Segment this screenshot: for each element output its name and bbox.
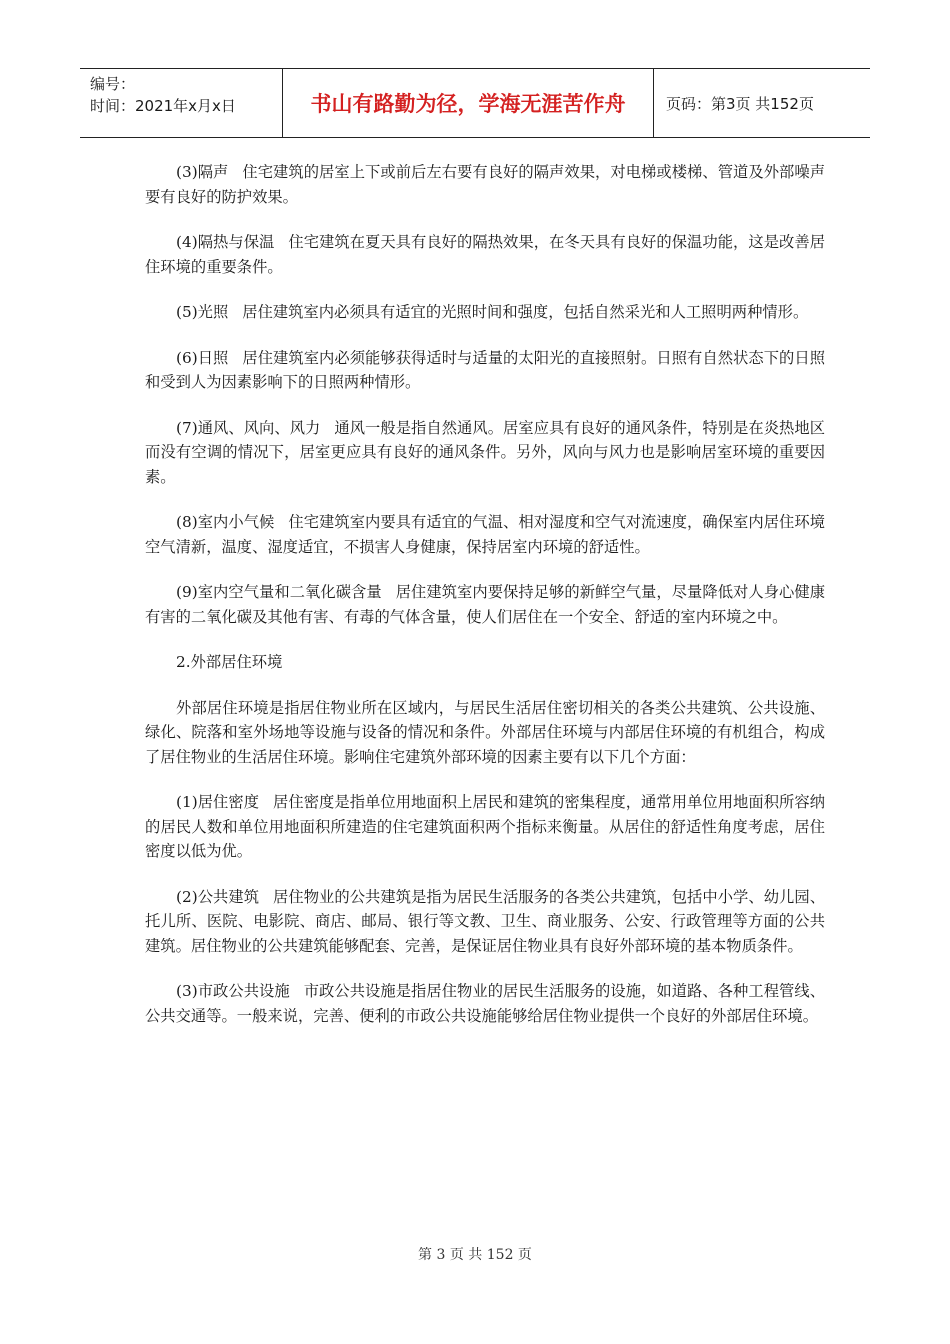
paragraph-term: (1)居住密度: [176, 793, 260, 811]
header-motto: 书山有路勤为径，学海无涯苦作舟: [283, 69, 654, 137]
paragraph-term: (3)隔声: [176, 163, 229, 181]
paragraph-density: [145, 790, 825, 864]
section-heading: 2.外部居住环境: [176, 653, 283, 671]
paragraph-text: 住宅建筑的居室上下或前后左右要有良好的隔声效果，对电梯或楼梯、管道及外部噪声要有良好的防护效果。: [145, 163, 825, 206]
paragraph-text: 市政公共设施是指居住物业的居民生活服务的设施，如道路、各种工程管线、公共交通等。一般来说，完善、便利的市政公共设施能够给居住物业提供一个良好的外部居住环境。: [145, 982, 825, 1025]
paragraph-text: 住宅建筑室内要具有适宜的气温、相对湿度和空气对流速度，确保室内居住环境空气清新，温度、湿度适宜，不损害人身健康，保持居室内环境的舒适性。: [145, 513, 825, 556]
paragraph-text: 居住密度是指单位用地面积上居民和建筑的密集程度，通常用单位用地面积所容纳的居民人数和单位用地面积所建造的住宅建筑面积两个指标来衡量。从居住的舒适性角度考虑，居住密度以低为优。: [145, 793, 825, 860]
paragraph-text: 居住建筑室内必须具有适宜的光照时间和强度，包括自然采光和人工照明两种情形。: [242, 303, 809, 321]
paragraph-municipal-facilities: [145, 979, 825, 1028]
paragraph-heat-insulation: [145, 230, 825, 279]
paragraph-term: (6)日照: [176, 348, 229, 367]
header-meta: [80, 69, 283, 137]
paragraph-microclimate: [145, 510, 825, 559]
paragraph-term: (9)室内空气量和二氧化碳含量: [176, 583, 382, 601]
paragraph-term: (7)通风、风向、风力: [176, 418, 321, 437]
header-page-info: 页码：第3页 共152页: [666, 94, 814, 113]
document-time-label: 时间：2021年x月x日: [90, 97, 236, 115]
paragraph-text: 住宅建筑在夏天具有良好的隔热效果，在冬天具有良好的保温功能，这是改善居住环境的重要条件。: [145, 233, 825, 276]
paragraph-sunlight: [145, 346, 825, 395]
paragraph-term: (5)光照: [176, 303, 229, 321]
page-footer: 第 3 页 共 152 页: [418, 1247, 532, 1263]
paragraph-ventilation: [145, 416, 825, 490]
paragraph-air-quality: [145, 580, 825, 629]
paragraph-text: 居住建筑室内要保持足够的新鲜空气量，尽量降低对人身心健康有害的二氧化碳及其他有害、有毒的气体含量，使人们居住在一个安全、舒适的室内环境之中。: [145, 583, 825, 626]
paragraph-sound-insulation: [145, 160, 825, 209]
section-intro: 外部居住环境是指居住物业所在区域内，与居民生活居住密切相关的各类公共建筑、公共设施、绿化、院落和室外场地等设施与设备的情况和条件。外部居住环境与内部居住环境的有机组合，构成了居住物业的生活居住环境。影响住宅建筑外部环境的因素主要有以下几个方面：: [145, 698, 825, 766]
paragraph-term: (3)市政公共设施: [176, 982, 290, 1000]
document-number-label: 编号：: [90, 75, 136, 93]
paragraph-term: (2)公共建筑: [176, 887, 260, 906]
paragraph-term: (8)室内小气候: [176, 513, 275, 531]
paragraph-term: (4)隔热与保温: [176, 233, 275, 251]
paragraph-lighting: [145, 300, 825, 325]
paragraph-text: 居住建筑室内必须能够获得适时与适量的太阳光的直接照射。日照有自然状态下的日照和受到人为因素影响下的日照两种情形。: [145, 348, 825, 391]
paragraph-text: 通风一般是指自然通风。居室应具有良好的通风条件，特别是在炎热地区而没有空调的情况下，居室更应具有良好的通风条件。另外，风向与风力也是影响居室环境的重要因素。: [145, 418, 825, 486]
paragraph-public-buildings: [145, 885, 825, 959]
paragraph-text: 居住物业的公共建筑是指为居民生活服务的各类公共建筑，包括中小学、幼儿园、托儿所、医院、电影院、商店、邮局、银行等文教、卫生、商业服务、公安、行政管理等方面的公共建筑。居住物业的公共建筑能够配套、完善，是保证居住物业具有良好外部环境的基本物质条件。: [145, 887, 825, 955]
page-header: [80, 68, 870, 138]
document-body: [145, 160, 825, 1049]
